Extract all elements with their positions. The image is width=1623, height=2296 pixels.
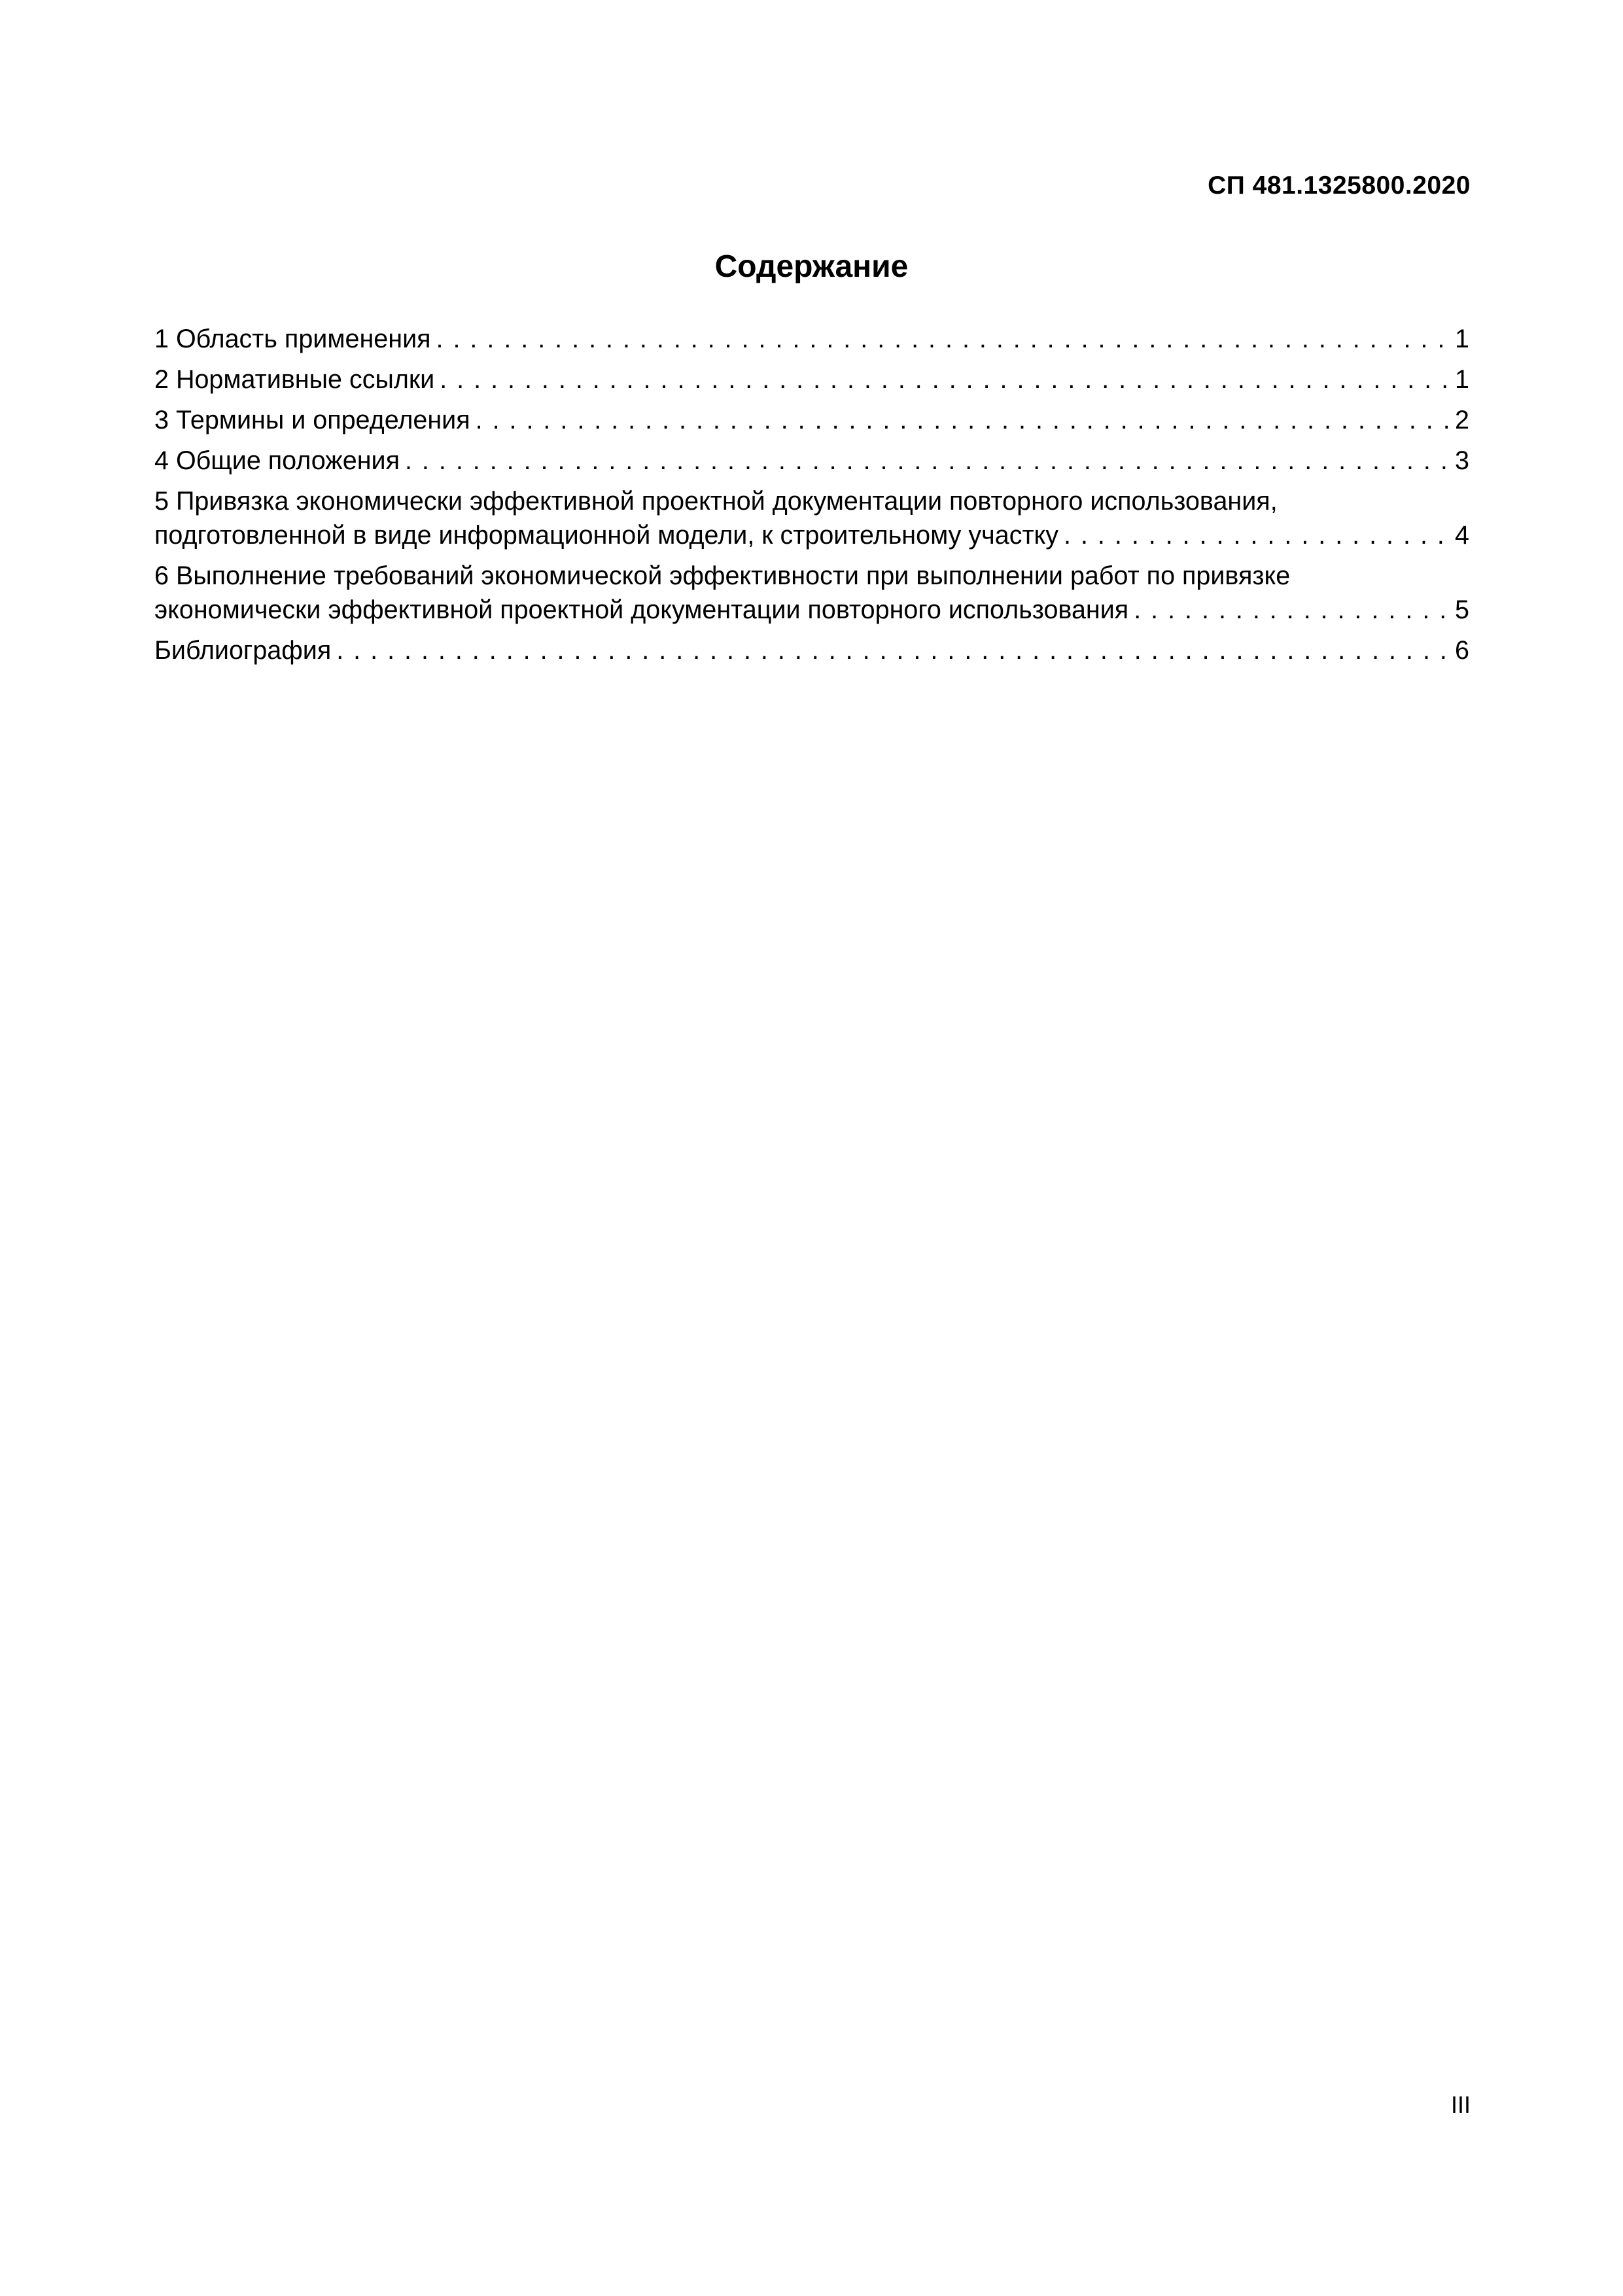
toc-entry-3[interactable]: [154, 400, 1469, 440]
toc-entry-text: Библиография: [154, 636, 332, 665]
toc-page-number: 1: [1455, 325, 1469, 353]
toc-entry-1[interactable]: [154, 319, 1469, 359]
toc-page-number: 2: [1455, 406, 1469, 434]
toc-entry-text: 2 Нормативные ссылки: [154, 365, 435, 394]
toc-line: [154, 440, 1469, 481]
toc-page-number: 3: [1455, 446, 1469, 475]
toc-entry-text-line-2: экономически эффективной проектной документации повторного использования: [154, 595, 1129, 624]
page-number: III: [1450, 2091, 1471, 2118]
dot-leader: [436, 319, 1456, 359]
toc-line: [154, 400, 1469, 440]
toc-entry-text: 3 Термины и определения: [154, 406, 470, 434]
toc-line: [154, 630, 1469, 671]
toc-page-number: 5: [1455, 595, 1469, 624]
toc-entry-4[interactable]: [154, 440, 1469, 481]
toc-page-number: 1: [1455, 365, 1469, 394]
toc-line: [154, 593, 1469, 627]
toc-title: Содержание: [714, 249, 909, 284]
toc-entry-5[interactable]: [154, 481, 1469, 556]
toc-page-number: 6: [1455, 636, 1469, 665]
dot-leader: [476, 400, 1455, 440]
dot-leader: [405, 440, 1455, 481]
dot-leader: [1064, 518, 1455, 552]
table-of-contents: [154, 319, 1469, 671]
toc-entry-text-line-1: 5 Привязка экономически эффективной проектной документации повторного использования,: [154, 487, 1278, 516]
toc-entry-bibliography[interactable]: [154, 630, 1469, 671]
toc-page-number: 4: [1455, 521, 1469, 550]
dot-leader: [440, 359, 1455, 400]
toc-entry-6[interactable]: [154, 556, 1469, 630]
dot-leader: [1134, 593, 1455, 627]
toc-entry-text-line-1: 6 Выполнение требований экономической эффективности при выполнении работ по привязке: [154, 561, 1291, 590]
toc-line: [154, 319, 1469, 359]
toc-entry-text: 4 Общие положения: [154, 446, 400, 475]
document-code: СП 481.1325800.2020: [1208, 171, 1471, 200]
toc-entry-text-line-2: подготовленной в виде информационной модели, к строительному участку: [154, 521, 1059, 550]
toc-entry-text: 1 Область применения: [154, 325, 431, 353]
dot-leader: [336, 630, 1455, 671]
toc-line: [154, 359, 1469, 400]
toc-entry-2[interactable]: [154, 359, 1469, 400]
toc-line: [154, 518, 1469, 552]
